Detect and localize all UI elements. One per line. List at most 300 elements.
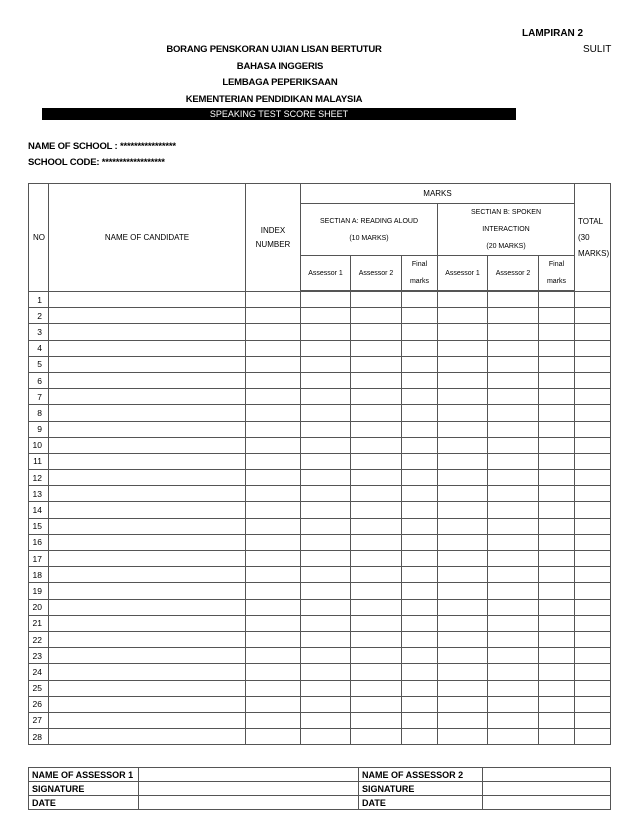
total-cell[interactable] [575,712,611,728]
a-assessor-1-cell[interactable] [301,502,351,518]
total-cell[interactable] [575,518,611,534]
row-number: 19 [29,583,49,599]
candidate-cell[interactable] [49,292,246,308]
a-assessor-2-cell[interactable] [351,486,402,502]
b-assessor-1-cell[interactable] [438,292,488,308]
b-final-cell[interactable] [539,664,575,680]
a-final-cell[interactable] [402,405,438,421]
a-assessor-1-cell[interactable] [301,292,351,308]
b-final-cell[interactable] [539,518,575,534]
a-final-cell[interactable] [402,599,438,615]
a-assessor-1-cell[interactable] [301,599,351,615]
index-cell[interactable] [246,615,301,631]
a-assessor-1-cell[interactable] [301,470,351,486]
total-cell[interactable] [575,405,611,421]
b-assessor-1-cell[interactable] [438,405,488,421]
assessor-2-field[interactable] [483,768,611,782]
total-cell[interactable] [575,372,611,388]
b-assessor-2-cell[interactable] [488,534,539,550]
b-assessor-2-cell[interactable] [488,486,539,502]
total-cell[interactable] [575,308,611,324]
index-cell[interactable] [246,631,301,647]
marks-header: MARKS [301,184,575,204]
row-number: 20 [29,599,49,615]
a-assessor-2-cell[interactable] [351,437,402,453]
a-assessor-1-cell[interactable] [301,551,351,567]
index-cell[interactable] [246,518,301,534]
candidate-cell[interactable] [49,696,246,712]
b-assessor-1-cell[interactable] [438,729,488,745]
a-assessor-2-cell[interactable] [351,308,402,324]
table-row [29,470,611,486]
a-assessor-1-cell[interactable] [301,340,351,356]
candidate-cell[interactable] [49,324,246,340]
b-assessor-1-cell[interactable] [438,615,488,631]
candidate-cell[interactable] [49,583,246,599]
index-cell[interactable] [246,599,301,615]
b-assessor-1-cell[interactable] [438,340,488,356]
signature-2-label: SIGNATURE [359,782,483,796]
row-number: 26 [29,696,49,712]
total-cell[interactable] [575,502,611,518]
a-assessor-2-cell[interactable] [351,534,402,550]
a-assessor-2-cell[interactable] [351,664,402,680]
candidate-cell[interactable] [49,421,246,437]
a-assessor-1-cell[interactable] [301,518,351,534]
b-assessor-1-cell[interactable] [438,680,488,696]
total-cell[interactable] [575,696,611,712]
date-2-label: DATE [359,796,483,810]
candidate-cell[interactable] [49,534,246,550]
b-assessor-1-cell[interactable] [438,518,488,534]
b-assessor-1-cell[interactable] [438,583,488,599]
table-row [29,437,611,453]
a-assessor-1-cell[interactable] [301,324,351,340]
b-final-cell[interactable] [539,502,575,518]
index-cell[interactable] [246,421,301,437]
a-assessor-1-cell[interactable] [301,486,351,502]
total-cell[interactable] [575,470,611,486]
candidate-cell[interactable] [49,551,246,567]
b-final-cell[interactable] [539,534,575,550]
b-final-cell[interactable] [539,356,575,372]
row-number: 5 [29,356,49,372]
b-assessor-2-cell[interactable] [488,502,539,518]
assessor-table [28,767,611,810]
a-assessor-2-cell[interactable] [351,599,402,615]
b-final-cell[interactable] [539,470,575,486]
b-assessor-2-cell[interactable] [488,567,539,583]
index-cell[interactable] [246,486,301,502]
index-cell[interactable] [246,648,301,664]
b-assessor-2-cell[interactable] [488,729,539,745]
a-final-cell[interactable] [402,437,438,453]
b-assessor-1-cell[interactable] [438,648,488,664]
col-no-header: NO [29,184,49,292]
total-cell[interactable] [575,680,611,696]
index-cell[interactable] [246,680,301,696]
total-cell[interactable] [575,437,611,453]
b-assessor-2-cell[interactable] [488,308,539,324]
signature-2-field[interactable] [483,782,611,796]
a-assessor-2-cell[interactable] [351,583,402,599]
row-number: 9 [29,421,49,437]
b-assessor-2-cell[interactable] [488,405,539,421]
a-assessor-2-cell[interactable] [351,696,402,712]
candidate-cell[interactable] [49,664,246,680]
b-assessor-2-cell[interactable] [488,340,539,356]
total-cell[interactable] [575,324,611,340]
a-final-cell[interactable] [402,631,438,647]
a-assessor-2-cell[interactable] [351,680,402,696]
b-assessor-2-cell[interactable] [488,470,539,486]
index-cell[interactable] [246,405,301,421]
assessor-2-label: NAME OF ASSESSOR 2 [359,768,483,782]
row-number: 13 [29,486,49,502]
b-assessor-2-cell[interactable] [488,324,539,340]
table-row [29,583,611,599]
total-cell[interactable] [575,567,611,583]
candidate-cell[interactable] [49,389,246,405]
b-final-cell[interactable] [539,648,575,664]
b-assessor-2-cell[interactable] [488,453,539,469]
index-cell[interactable] [246,567,301,583]
a-final-cell[interactable] [402,518,438,534]
a-final-label-2: marks [409,278,430,285]
b-assessor-1-cell[interactable] [438,453,488,469]
a-assessor-2-cell[interactable] [351,292,402,308]
assessor-1-field[interactable] [139,768,359,782]
b-assessor-2-cell[interactable] [488,437,539,453]
b-assessor-2-cell[interactable] [488,356,539,372]
a-final-cell[interactable] [402,615,438,631]
total-cell[interactable] [575,729,611,745]
total-cell[interactable] [575,534,611,550]
b-final-header [539,256,575,291]
candidate-cell[interactable] [49,599,246,615]
a-final-cell[interactable] [402,421,438,437]
b-assessor-2-cell[interactable] [488,292,539,308]
b-assessor-1-cell[interactable] [438,551,488,567]
a-assessor-2-cell[interactable] [351,729,402,745]
candidate-cell[interactable] [49,567,246,583]
total-cell[interactable] [575,292,611,308]
b-assessor-2-cell[interactable] [488,664,539,680]
a-assessor-1-cell[interactable] [301,389,351,405]
candidate-cell[interactable] [49,340,246,356]
b-final-cell[interactable] [539,680,575,696]
b-assessor-1-cell[interactable] [438,324,488,340]
a-assessor-2-cell[interactable] [351,518,402,534]
index-cell[interactable] [246,696,301,712]
section-a-marks: (10 MARKS) [349,234,389,242]
candidate-cell[interactable] [49,631,246,647]
a-assessor-1-cell[interactable] [301,729,351,745]
date-1-field[interactable] [139,796,359,810]
b-assessor-2-cell[interactable] [488,372,539,388]
b-assessor-1-cell[interactable] [438,631,488,647]
a-assessor-2-cell[interactable] [351,324,402,340]
candidate-cell[interactable] [49,712,246,728]
table-row [29,534,611,550]
index-cell[interactable] [246,551,301,567]
b-final-cell[interactable] [539,712,575,728]
total-cell[interactable] [575,389,611,405]
a-assessor-2-cell[interactable] [351,372,402,388]
b-assessor-1-cell[interactable] [438,502,488,518]
col-candidate-header: NAME OF CANDIDATE [49,184,246,292]
table-row [29,421,611,437]
a-final-cell[interactable] [402,453,438,469]
row-number: 17 [29,551,49,567]
candidate-cell[interactable] [49,308,246,324]
candidate-cell[interactable] [49,502,246,518]
total-cell[interactable] [575,421,611,437]
index-cell[interactable] [246,534,301,550]
a-assessor-2-cell[interactable] [351,631,402,647]
candidate-cell[interactable] [49,680,246,696]
b-final-cell[interactable] [539,340,575,356]
a-final-cell[interactable] [402,389,438,405]
row-number: 25 [29,680,49,696]
a-assessor-2-cell[interactable] [351,389,402,405]
a-assessor-2-cell[interactable] [351,340,402,356]
b-final-cell[interactable] [539,453,575,469]
a-assessor-1-cell[interactable] [301,680,351,696]
total-cell[interactable] [575,631,611,647]
index-cell[interactable] [246,340,301,356]
a-final-cell[interactable] [402,696,438,712]
a-assessor-2-cell[interactable] [351,648,402,664]
total-cell[interactable] [575,648,611,664]
a-final-cell[interactable] [402,664,438,680]
assessor-1-label: NAME OF ASSESSOR 1 [29,768,139,782]
table-row [29,729,611,745]
total-cell[interactable] [575,583,611,599]
row-number: 11 [29,453,49,469]
b-assessor-1-cell[interactable] [438,389,488,405]
signature-1-field[interactable] [139,782,359,796]
b-final-cell[interactable] [539,437,575,453]
b-final-cell[interactable] [539,324,575,340]
a-final-cell[interactable] [402,470,438,486]
index-cell[interactable] [246,502,301,518]
table-row [29,664,611,680]
b-assessor-1-cell[interactable] [438,534,488,550]
b-final-cell[interactable] [539,421,575,437]
b-assessor-1-cell[interactable] [438,372,488,388]
a-assessor-1-cell[interactable] [301,615,351,631]
a-assessor-2-cell[interactable] [351,453,402,469]
b-assessor-1-cell[interactable] [438,599,488,615]
a-final-cell[interactable] [402,712,438,728]
b-final-cell[interactable] [539,292,575,308]
total-cell[interactable] [575,356,611,372]
a-assessor-1-cell[interactable] [301,421,351,437]
a-assessor-1-cell[interactable] [301,356,351,372]
b-final-cell[interactable] [539,389,575,405]
total-cell[interactable] [575,453,611,469]
b-assessor-1-cell[interactable] [438,712,488,728]
b-assessor-1-cell[interactable] [438,308,488,324]
index-cell[interactable] [246,356,301,372]
b-final-cell[interactable] [539,372,575,388]
a-assessor-2-cell[interactable] [351,615,402,631]
a-assessor-2-cell[interactable] [351,405,402,421]
total-cell[interactable] [575,664,611,680]
signature-1-label: SIGNATURE [29,782,139,796]
candidate-cell[interactable] [49,405,246,421]
b-assessor-2-cell[interactable] [488,599,539,615]
b-final-cell[interactable] [539,486,575,502]
candidate-cell[interactable] [49,437,246,453]
a-assessor-1-cell[interactable] [301,583,351,599]
b-assessor-1-cell[interactable] [438,486,488,502]
index-cell[interactable] [246,437,301,453]
a-assessor-1-cell[interactable] [301,534,351,550]
b-assessor-1-cell[interactable] [438,356,488,372]
index-cell[interactable] [246,324,301,340]
candidate-cell[interactable] [49,453,246,469]
sulit-label: SULIT [583,44,612,55]
b-assessor-2-cell[interactable] [488,648,539,664]
table-row [29,389,611,405]
a-final-cell[interactable] [402,356,438,372]
a-final-cell[interactable] [402,534,438,550]
a-final-cell[interactable] [402,486,438,502]
a-assessor-2-cell[interactable] [351,470,402,486]
section-b-marks: (20 MARKS) [486,243,526,250]
b-final-cell[interactable] [539,696,575,712]
a-assessor-1-cell[interactable] [301,664,351,680]
b-final-cell[interactable] [539,599,575,615]
a-final-cell[interactable] [402,324,438,340]
index-cell[interactable] [246,308,301,324]
total-cell[interactable] [575,599,611,615]
a-assessor-1-cell[interactable] [301,372,351,388]
candidate-cell[interactable] [49,372,246,388]
candidate-cell[interactable] [49,729,246,745]
b-final-cell[interactable] [539,631,575,647]
date-2-field[interactable] [483,796,611,810]
b-assessor-2-cell[interactable] [488,421,539,437]
a-assessor-1-cell[interactable] [301,696,351,712]
a-final-cell[interactable] [402,308,438,324]
index-cell[interactable] [246,292,301,308]
b-assessor-2-cell[interactable] [488,551,539,567]
b-final-cell[interactable] [539,583,575,599]
a-final-cell[interactable] [402,372,438,388]
index-cell[interactable] [246,729,301,745]
row-number: 22 [29,631,49,647]
a-assessor-1-cell[interactable] [301,567,351,583]
b-assessor-2-cell[interactable] [488,518,539,534]
a-assessor-2-cell[interactable] [351,421,402,437]
b-final-cell[interactable] [539,615,575,631]
b-assessor-2-cell[interactable] [488,583,539,599]
table-row [29,551,611,567]
row-number: 1 [29,292,49,308]
a-assessor-1-cell[interactable] [301,648,351,664]
b-final-cell[interactable] [539,567,575,583]
b-assessor-2-cell[interactable] [488,696,539,712]
a-final-cell[interactable] [402,648,438,664]
b-final-cell[interactable] [539,729,575,745]
candidate-cell[interactable] [49,356,246,372]
index-cell[interactable] [246,664,301,680]
total-cell[interactable] [575,340,611,356]
table-row [29,712,611,728]
b-assessor-1-cell[interactable] [438,696,488,712]
a-final-cell[interactable] [402,680,438,696]
b-assessor-1-cell[interactable] [438,470,488,486]
candidate-cell[interactable] [49,615,246,631]
b-assessor-2-cell[interactable] [488,389,539,405]
header-line-3: LEMBAGA PEPERIKSAAN [222,77,338,88]
b-assessor-1-cell[interactable] [438,421,488,437]
a-assessor-1-cell[interactable] [301,437,351,453]
total-cell[interactable] [575,486,611,502]
a-assessor-2-cell[interactable] [351,712,402,728]
a-final-cell[interactable] [402,502,438,518]
index-cell[interactable] [246,453,301,469]
table-row [29,648,611,664]
total-cell[interactable] [575,615,611,631]
a-assessor-2-cell[interactable] [351,567,402,583]
candidate-cell[interactable] [49,486,246,502]
candidate-cell[interactable] [49,648,246,664]
b-final-cell[interactable] [539,405,575,421]
b-assessor-2-cell[interactable] [488,712,539,728]
index-cell[interactable] [246,712,301,728]
candidate-cell[interactable] [49,470,246,486]
total-label-2: (30 [578,232,590,242]
a-assessor-2-cell[interactable] [351,551,402,567]
index-cell[interactable] [246,583,301,599]
b-assessor-1-cell[interactable] [438,664,488,680]
a-assessor-2-cell[interactable] [351,502,402,518]
a-assessor-1-cell[interactable] [301,308,351,324]
a-assessor-1-cell[interactable] [301,405,351,421]
a-final-cell[interactable] [402,567,438,583]
b-final-cell[interactable] [539,308,575,324]
index-cell[interactable] [246,372,301,388]
b-assessor-2-cell[interactable] [488,631,539,647]
a-final-cell[interactable] [402,292,438,308]
a-assessor-1-cell[interactable] [301,631,351,647]
index-cell[interactable] [246,470,301,486]
b-assessor-1-cell[interactable] [438,567,488,583]
a-final-cell[interactable] [402,551,438,567]
row-number: 23 [29,648,49,664]
table-row [29,292,611,308]
b-assessor-1-cell[interactable] [438,437,488,453]
a-assessor-1-cell[interactable] [301,453,351,469]
a-assessor-2-cell[interactable] [351,356,402,372]
col-index-header [246,184,301,292]
candidate-cell[interactable] [49,518,246,534]
b-assessor-2-cell[interactable] [488,680,539,696]
b-assessor-2-cell[interactable] [488,615,539,631]
index-cell[interactable] [246,389,301,405]
a-final-cell[interactable] [402,340,438,356]
a-final-cell[interactable] [402,583,438,599]
a-final-cell[interactable] [402,729,438,745]
total-cell[interactable] [575,551,611,567]
table-row [29,324,611,340]
a-assessor-1-cell[interactable] [301,712,351,728]
b-final-cell[interactable] [539,551,575,567]
